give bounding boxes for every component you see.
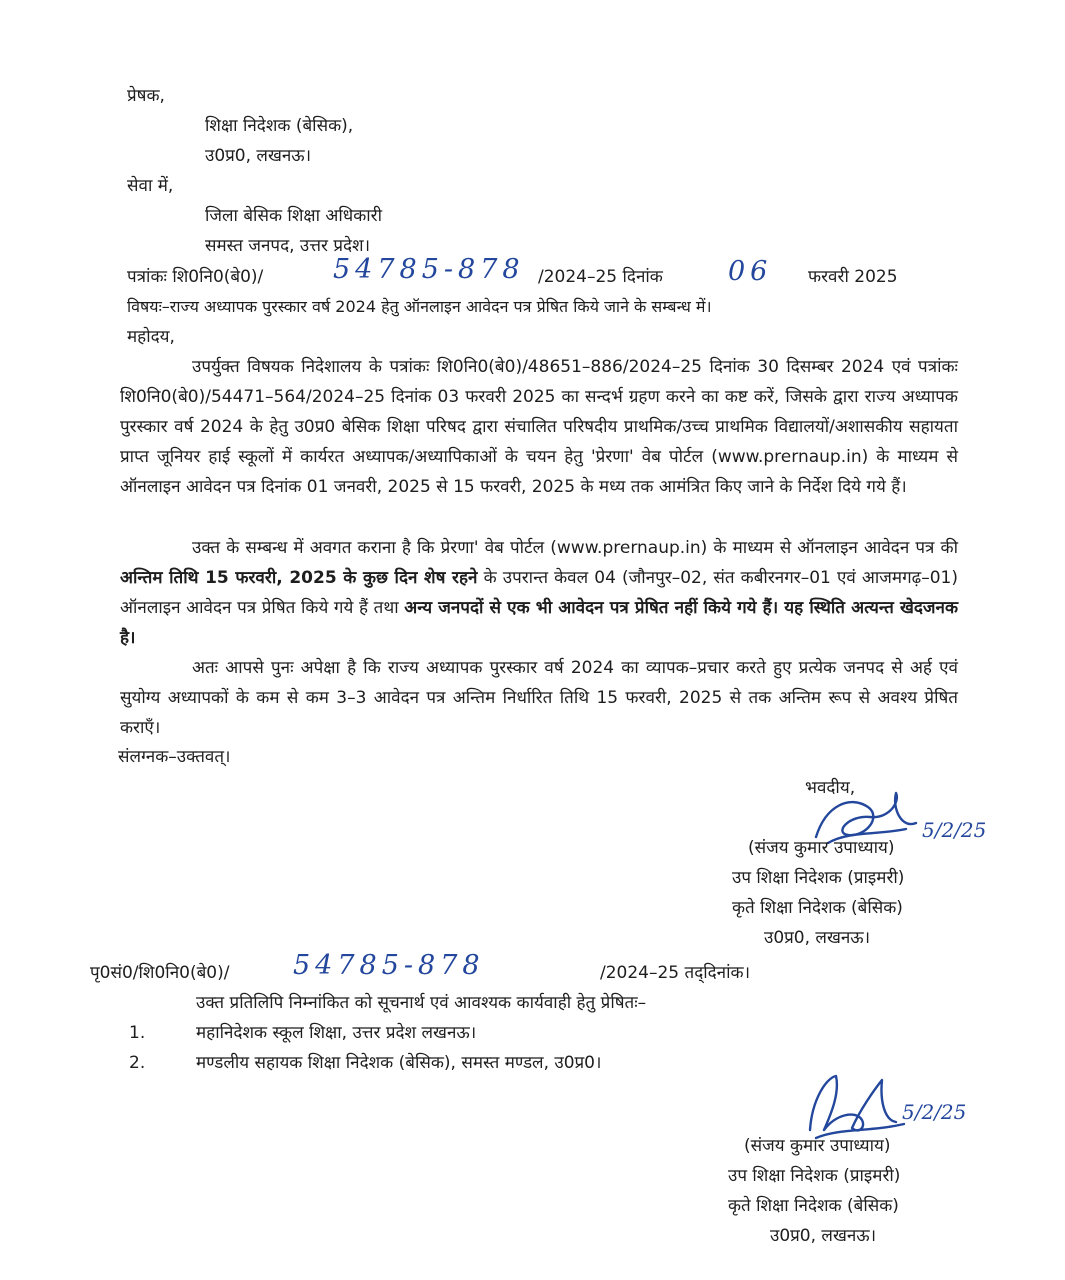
salutation: महोदय,: [127, 327, 175, 347]
body-paragraph-2-text-a: उक्त के सम्बन्ध में अवगत कराना है कि प्रेरणा' वेब पोर्टल (www.prernaup.in) के माध्यम से ऑनलाइन आवेदन पत्र की: [192, 538, 958, 558]
reference-number-handwritten: 54785-878: [333, 254, 525, 285]
endorsement-intro: उक्त प्रतिलिपि निम्नांकित को सूचनार्थ एवं आवश्यक कार्यवाही हेतु प्रेषितः–: [196, 993, 647, 1013]
endorsement-number-handwritten: 54785-878: [293, 950, 485, 981]
signatory-2-acting: कृते शिक्षा निदेशक (बेसिक): [728, 1196, 899, 1216]
body-paragraph-2-text-b: के उपरान्त केवल 04 (जौनपुर–02, संत कबीरनगर–01 एवं आजमगढ़–01) ऑनलाइन आवेदन पत्र प्रेषित किये गये हैं तथा: [120, 568, 958, 618]
reference-year: /2024–25 दिनांक: [538, 267, 663, 287]
body-paragraph-2: [120, 533, 958, 653]
reference-month-year: फरवरी 2025: [808, 267, 898, 287]
copy-list-item: महानिदेशक स्कूल शिक्षा, उत्तर प्रदेश लखनऊ।: [196, 1023, 477, 1043]
recipient-label: सेवा में,: [127, 176, 174, 196]
closing-word: भवदीय,: [805, 778, 856, 798]
signatory-1-name: (संजय कुमार उपाध्याय): [748, 838, 895, 858]
reference-prefix: पत्रांकः शि0नि0(बे0)/: [127, 267, 264, 287]
sender-place: उ0प्र0, लखनऊ।: [205, 146, 312, 166]
signatory-2-name: (संजय कुमार उपाध्याय): [744, 1136, 891, 1156]
signature-1-date: 5/2/25: [922, 818, 987, 842]
signatory-2-place: उ0प्र0, लखनऊ।: [770, 1226, 877, 1246]
signatory-1-place: उ0प्र0, लखनऊ।: [764, 928, 871, 948]
sender-designation: शिक्षा निदेशक (बेसिक),: [205, 116, 354, 136]
signatory-1-designation: उप शिक्षा निदेशक (प्राइमरी): [732, 868, 905, 888]
subject-line: विषयः–राज्य अध्यापक पुरस्कार वर्ष 2024 हेतु ऑनलाइन आवेदन पत्र प्रेषित किये जाने के सम्बन्ध में।: [127, 297, 712, 316]
copy-list-number: 2.: [129, 1053, 146, 1073]
body-paragraph-2-bold-1: अन्तिम तिथि 15 फरवरी, 2025 के कुछ दिन शेष रहने: [120, 568, 478, 588]
body-paragraph-1: उपर्युक्त विषयक निदेशालय के पत्रांकः शि0नि0(बे0)/48651–886/2024–25 दिनांक 30 दिसम्बर 2024 एवं पत्रांकः शि0नि0(बे0)/54471–564/2024–25 दिनांक 03 फरवरी 2025 का सन्दर्भ ग्रहण करने का कष्ट करें, जिसके द्वारा राज्य अध्यापक पुरस्कार वर्ष 2024 के हेतु उ0प्र0 बेसिक शिक्षा परिषद द्वारा संचालित परिषदीय प्राथमिक/उच्च प्राथमिक विद्यालयों/अशासकीय सहायता प्राप्त जूनियर हाई स्कूलों में कार्यरत अध्यापक/अध्यापिकाओं के चयन हेतु 'प्रेरणा' वेब पोर्टल (www.prernaup.in) के माध्यम से ऑनलाइन आवेदन पत्र दिनांक 01 जनवरी, 2025 से 15 फरवरी, 2025 के मध्य तक आमंत्रित किए जाने के निर्देश दिये गये हैं।: [120, 357, 958, 497]
copy-list-number: 1.: [129, 1023, 146, 1043]
signatory-2-designation: उप शिक्षा निदेशक (प्राइमरी): [728, 1166, 901, 1186]
endorsement-prefix: पृ0सं0/शि0नि0(बे0)/: [90, 963, 230, 983]
sender-label: प्रेषक,: [127, 86, 165, 106]
signature-2-date: 5/2/25: [902, 1100, 967, 1124]
body-paragraph-3: अतः आपसे पुनः अपेक्षा है कि राज्य अध्यापक पुरस्कार वर्ष 2024 का व्यापक–प्रचार करते हुए प्रत्येक जनपद से अर्ह एवं सुयोग्य अध्यापकों के कम से कम 3–3 आवेदन पत्र अन्तिम निर्धारित तिथि 15 फरवरी, 2025 से तक अन्तिम रूप से अवश्य प्रेषित कराएँ।: [120, 658, 958, 738]
reference-day-handwritten: 06: [728, 256, 773, 287]
endorsement-year-date: /2024–25 तद्‌दिनांक।: [600, 963, 751, 983]
recipient-place: समस्त जनपद, उत्तर प्रदेश।: [205, 236, 371, 256]
recipient-designation: जिला बेसिक शिक्षा अधिकारी: [205, 206, 383, 226]
body-paragraph-2-bold-2: अन्य जनपदों से एक भी आवेदन पत्र प्रेषित नहीं किये गये हैं। यह स्थिति अत्यन्त खेदजनक है।: [120, 598, 958, 648]
copy-list-item: मण्डलीय सहायक शिक्षा निदेशक (बेसिक), समस्त मण्डल, उ0प्र0।: [196, 1053, 602, 1073]
signatory-1-acting: कृते शिक्षा निदेशक (बेसिक): [732, 898, 903, 918]
enclosure-note: संलग्नक–उक्तवत्।: [118, 747, 231, 767]
